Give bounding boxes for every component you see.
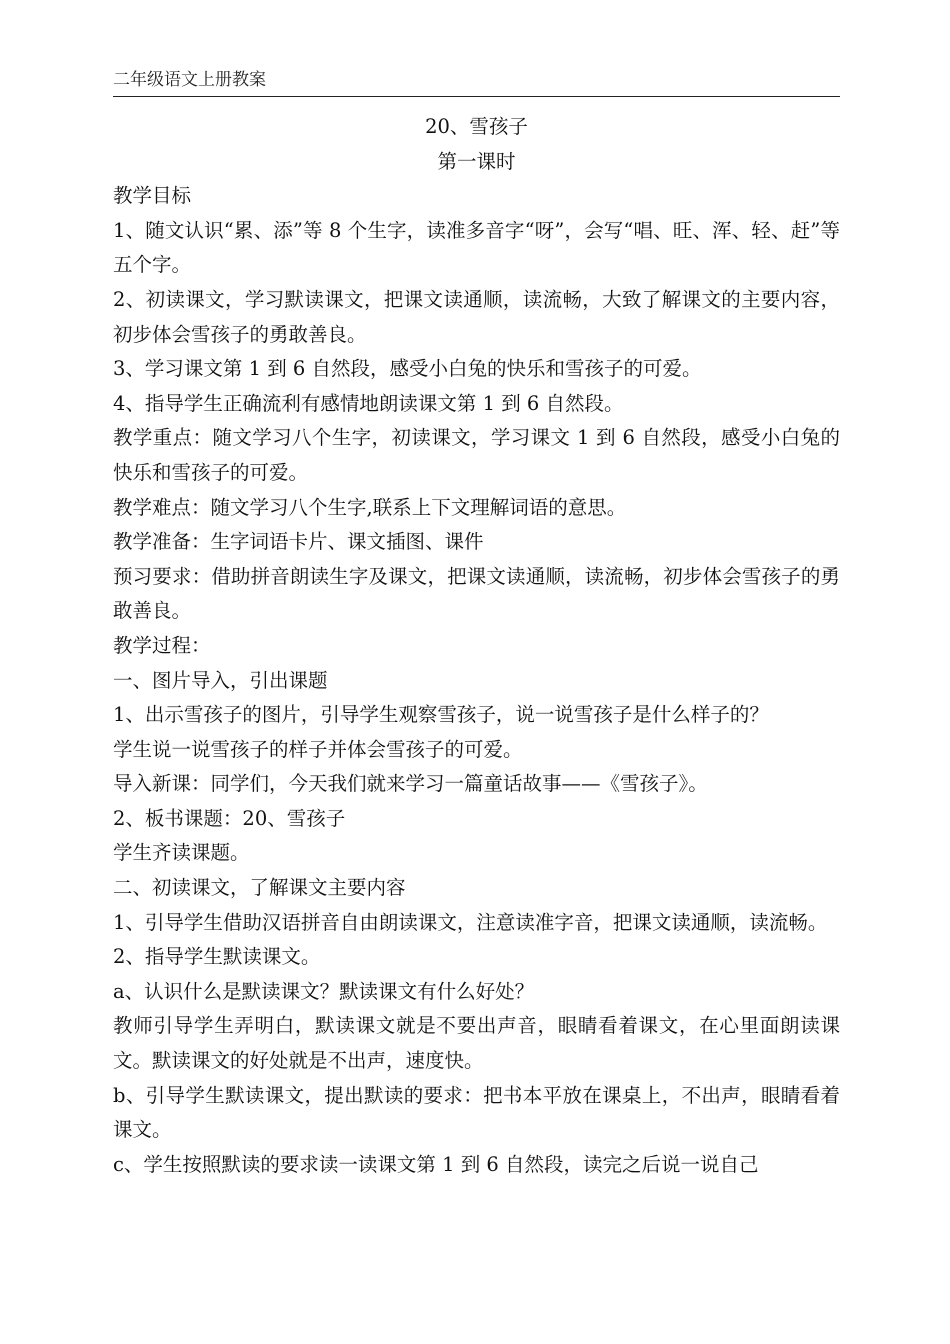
step-1-item-2-note: 学生齐读课题。	[113, 841, 250, 865]
objective-2: 2、初读课文，学习默读课文，把课文读通顺，读流畅，大致了解课文的主要内容，初步体会雪孩子的勇敢善良。	[113, 287, 840, 346]
step-2-heading: 二、初读课文，了解课文主要内容	[113, 876, 406, 900]
step-1-item-1: 1、出示雪孩子的图片，引导学生观察雪孩子，说一说雪孩子是什么样子的？	[113, 703, 769, 727]
page-header	[113, 68, 840, 97]
preview-requirement: 预习要求：借助拼音朗读生字及课文，把课文读通顺，读流畅，初步体会雪孩子的勇敢善良。	[113, 564, 840, 623]
step-1-item-1-note: 学生说一说雪孩子的样子并体会雪孩子的可爱。	[113, 737, 523, 761]
section-heading-objectives: 教学目标	[113, 184, 192, 208]
section-heading-process: 教学过程：	[113, 633, 211, 657]
teaching-focus: 教学重点：随文学习八个生字，初读课文，学习课文 1 到 6 自然段，感受小白兔的快乐和雪孩子的可爱。	[113, 426, 840, 484]
teaching-preparation: 教学准备：生字词语卡片、课文插图、课件	[113, 530, 484, 554]
step-2-item-2: 2、指导学生默读课文。	[113, 945, 321, 969]
step-2-item-a: a、认识什么是默读课文？默读课文有什么好处？	[113, 979, 535, 1003]
teaching-difficulty: 教学难点：随文学习八个生字,联系上下文理解词语的意思。	[113, 495, 627, 519]
step-2-item-c: c、学生按照默读的要求读一读课文第 1 到 6 自然段，读完之后说一说自己	[113, 1152, 759, 1176]
step-2-item-a-explanation: 教师引导学生弄明白，默读课文就是不要出声音，眼睛看着课文，在心里面朗读课文。默读课文的好处就是不出声，速度快。	[113, 1014, 840, 1073]
step-2-item-b: b、引导学生默读课文，提出默读的要求：把书本平放在课桌上，不出声，眼睛看着课文。	[113, 1083, 840, 1142]
objective-4: 4、指导学生正确流利有感情地朗读课文第 1 到 6 自然段。	[113, 391, 624, 415]
objective-1: 1、随文认识“累、添”等 8 个生字，读准多音字“呀”，会写“唱、旺、浑、轻、赶”等五个字。	[113, 218, 840, 277]
step-1-heading: 一、图片导入，引出课题	[113, 668, 328, 692]
document-body	[113, 110, 840, 1182]
header-text: 二年级语文上册教案	[113, 70, 266, 90]
step-1-intro: 导入新课：同学们，今天我们就来学习一篇童话故事——《雪孩子》。	[113, 772, 708, 796]
step-1-item-2: 2、板书课题：20、雪孩子	[113, 806, 346, 830]
lesson-subtitle: 第一课时	[437, 149, 516, 173]
objective-3: 3、学习课文第 1 到 6 自然段，感受小白兔的快乐和雪孩子的可爱。	[113, 357, 702, 381]
step-2-item-1: 1、引导学生借助汉语拼音自由朗读课文，注意读准字音，把课文读通顺，读流畅。	[113, 910, 828, 934]
lesson-title: 20、雪孩子	[425, 115, 528, 138]
